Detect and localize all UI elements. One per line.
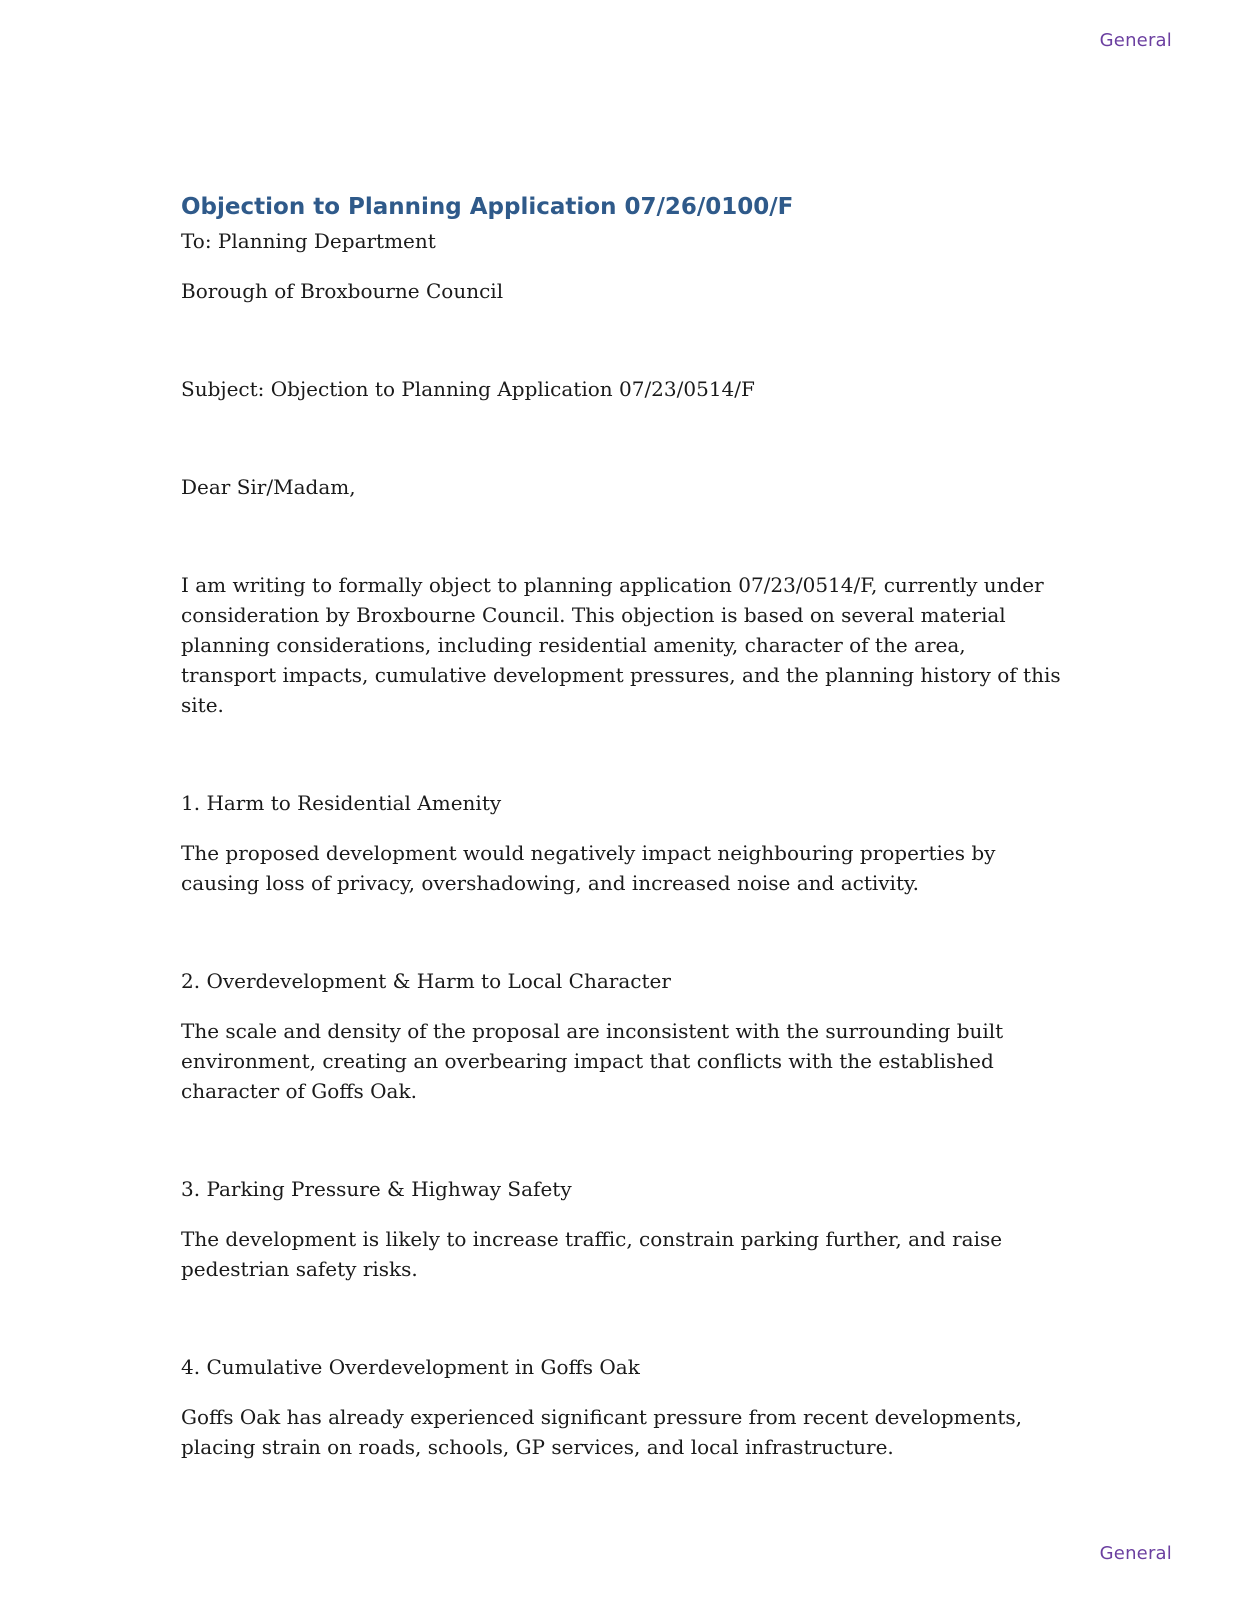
section-heading: 3. Parking Pressure & Highway Safety [181,1177,572,1201]
sensitivity-label-footer: General [1099,1543,1172,1564]
recipient-line: To: Planning Department [181,229,436,253]
section-body: The development is likely to increase traffic, constrain parking further, and raise pedestrian safety risks. [181,1227,1003,1281]
council-name: Borough of Broxbourne Council [181,279,504,303]
subject-line: Subject: Objection to Planning Application 07/23/0514/F [181,377,755,401]
sensitivity-label-header: General [1099,30,1172,51]
section-body: The proposed development would negatively impact neighbouring properties by causing loss of privacy, overshadowing, and increased noise and activity. [181,841,996,895]
section-heading: 2. Overdevelopment & Harm to Local Character [181,969,671,993]
section-body: The scale and density of the proposal are inconsistent with the surrounding built environment, creating an overbearing impact that conflicts with the established character of Goffs Oak. [181,1019,1004,1103]
section-heading: 1. Harm to Residential Amenity [181,791,502,815]
section-heading: 4. Cumulative Overdevelopment in Goffs Oak [181,1355,640,1379]
section-body: Goffs Oak has already experienced significant pressure from recent developments, placing strain on roads, schools, GP services, and local infrastructure. [181,1405,1023,1459]
intro-paragraph: I am writing to formally object to planning application 07/23/0514/F, currently under consideration by Broxbourne Council. This objection is based on several material planning considerations, including residential amenity, character of the area, transport impacts, cumulative development pressures, and the planning history of this site. [181,573,1061,717]
document-title: Objection to Planning Application 07/26/0100/F [181,194,794,220]
document-body [181,190,1061,1462]
salutation: Dear Sir/Madam, [181,475,356,499]
